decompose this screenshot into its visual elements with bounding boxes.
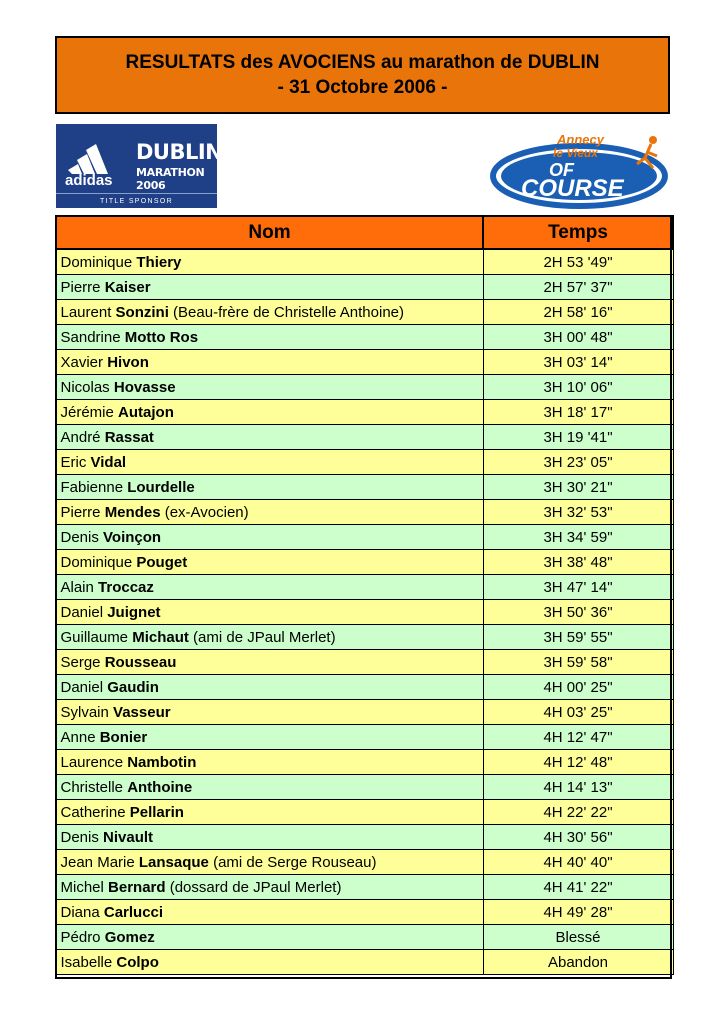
runner-name-cell: [56, 475, 483, 500]
runner-last-name: Thiery: [136, 253, 182, 271]
finish-time-cell: 3H 47' 14": [483, 575, 673, 600]
table-row: [56, 725, 673, 750]
runner-name-cell: [56, 325, 483, 350]
runner-first-name: Christelle: [60, 778, 128, 796]
runner-last-name: Nivault: [103, 828, 154, 846]
runner-name-cell: [56, 550, 483, 575]
finish-time-cell: 4H 12' 48": [483, 750, 673, 775]
finish-time-cell: 2H 57' 37": [483, 275, 673, 300]
finish-time-cell: 4H 00' 25": [483, 675, 673, 700]
runner-name-cell: [56, 575, 483, 600]
runner-last-name: Autajon: [118, 403, 174, 421]
table-row: [56, 800, 673, 825]
runner-last-name: Lansaque: [138, 853, 209, 871]
finish-time-cell: 2H 58' 16": [483, 300, 673, 325]
finish-time-cell: 3H 18' 17": [483, 400, 673, 425]
finish-time-cell: 3H 50' 36": [483, 600, 673, 625]
of-course-logo: [487, 124, 671, 212]
table-row: [56, 275, 673, 300]
table-row: [56, 375, 673, 400]
runner-note: (dossard de JPaul Merlet): [165, 878, 342, 896]
runner-name-cell: [56, 925, 483, 950]
table-row: [56, 875, 673, 900]
finish-time-cell: 3H 19 '41": [483, 425, 673, 450]
runner-name-cell: [56, 875, 483, 900]
runner-last-name: Michaut: [132, 628, 189, 646]
runner-last-name: Mendes: [104, 503, 161, 521]
runner-first-name: Jean Marie: [60, 853, 139, 871]
table-row: [56, 600, 673, 625]
table-row: [56, 750, 673, 775]
svg-text:OF: OF: [549, 160, 574, 180]
table-row: [56, 650, 673, 675]
column-header-time: Temps: [483, 216, 673, 249]
runner-last-name: Colpo: [116, 953, 159, 971]
finish-time-cell: 3H 03' 14": [483, 350, 673, 375]
runner-last-name: Gomez: [104, 928, 155, 946]
runner-first-name: Dominique: [60, 553, 137, 571]
finish-time-cell: 4H 41' 22": [483, 875, 673, 900]
runner-name-cell: [56, 400, 483, 425]
runner-first-name: Isabelle: [60, 953, 117, 971]
runner-last-name: Pouget: [136, 553, 188, 571]
runner-name-cell: [56, 700, 483, 725]
finish-time-cell: 3H 30' 21": [483, 475, 673, 500]
runner-note: (ami de JPaul Merlet): [188, 628, 336, 646]
runner-name-cell: [56, 775, 483, 800]
table-row: [56, 475, 673, 500]
page-title: RESULTATS des AVOCIENS au marathon de DUBLIN: [125, 52, 600, 73]
runner-name-cell: [56, 275, 483, 300]
runner-last-name: Vidal: [90, 453, 127, 471]
runner-first-name: Daniel: [60, 603, 108, 621]
finish-time-cell: 3H 10' 06": [483, 375, 673, 400]
runner-note: (Beau-frère de Christelle Anthoine): [168, 303, 404, 321]
finish-time-cell: 2H 53 '49": [483, 249, 673, 275]
runner-name-cell: [56, 950, 483, 975]
runner-name-cell: [56, 425, 483, 450]
table-row: [56, 900, 673, 925]
runner-first-name: Michel: [60, 878, 109, 896]
finish-time-cell: 4H 49' 28": [483, 900, 673, 925]
runner-name-cell: [56, 600, 483, 625]
runner-first-name: Fabienne: [60, 478, 128, 496]
page-subtitle-date: - 31 Octobre 2006 -: [277, 77, 448, 98]
runner-name-cell: [56, 675, 483, 700]
table-row: [56, 950, 673, 975]
runner-first-name: Dominique: [60, 253, 137, 271]
table-row: [56, 249, 673, 275]
page-title-box: [55, 36, 670, 114]
dublin-wordmark: DUBLIN: [136, 140, 223, 164]
finish-time-cell: 4H 40' 40": [483, 850, 673, 875]
table-row: [56, 850, 673, 875]
runner-last-name: Lourdelle: [127, 478, 195, 496]
svg-text:Annecy: Annecy: [557, 132, 604, 147]
runner-name-cell: [56, 300, 483, 325]
runner-first-name: André: [60, 428, 105, 446]
runner-first-name: Sylvain: [60, 703, 114, 721]
runner-name-cell: [56, 800, 483, 825]
table-row: [56, 500, 673, 525]
runner-first-name: Pédro: [60, 928, 105, 946]
runner-name-cell: [56, 625, 483, 650]
finish-time-cell: 3H 32' 53": [483, 500, 673, 525]
runner-first-name: Laurent: [60, 303, 116, 321]
finish-time-cell: Blessé: [483, 925, 673, 950]
runner-name-cell: [56, 825, 483, 850]
runner-first-name: Alain: [60, 578, 99, 596]
runner-first-name: Pierre: [60, 503, 105, 521]
runner-last-name: Gaudin: [107, 678, 159, 696]
finish-time-cell: Abandon: [483, 950, 673, 975]
runner-last-name: Carlucci: [103, 903, 164, 921]
table-row: [56, 575, 673, 600]
runner-last-name: Voinçon: [103, 528, 162, 546]
svg-text:COURSE: COURSE: [521, 175, 624, 202]
runner-name-cell: [56, 500, 483, 525]
finish-time-cell: 4H 14' 13": [483, 775, 673, 800]
runner-last-name: Troccaz: [98, 578, 154, 596]
finish-time-cell: 3H 38' 48": [483, 550, 673, 575]
runner-first-name: Xavier: [60, 353, 108, 371]
table-header-row: [56, 216, 673, 249]
table-row: [56, 700, 673, 725]
table-row: [56, 350, 673, 375]
runner-name-cell: [56, 650, 483, 675]
column-header-name: Nom: [56, 216, 483, 249]
results-table: [55, 215, 674, 975]
runner-last-name: Anthoine: [127, 778, 193, 796]
runner-first-name: Guillaume: [60, 628, 133, 646]
table-row: [56, 425, 673, 450]
runner-last-name: Hovasse: [113, 378, 176, 396]
runner-last-name: Bernard: [108, 878, 166, 896]
table-row: [56, 325, 673, 350]
title-sponsor-label: TITLE SPONSOR: [56, 193, 217, 208]
dublin-marathon-logo: [56, 124, 223, 208]
runner-name-cell: [56, 525, 483, 550]
finish-time-cell: 4H 30' 56": [483, 825, 673, 850]
table-row: [56, 450, 673, 475]
table-row: [56, 925, 673, 950]
table-row: [56, 300, 673, 325]
runner-first-name: Anne: [60, 728, 100, 746]
runner-first-name: Pierre: [60, 278, 105, 296]
table-row: [56, 400, 673, 425]
finish-time-cell: 4H 12' 47": [483, 725, 673, 750]
runner-name-cell: [56, 900, 483, 925]
svg-text:le Vieux: le Vieux: [553, 146, 598, 160]
table-row: [56, 525, 673, 550]
runner-name-cell: [56, 725, 483, 750]
table-row: [56, 550, 673, 575]
runner-first-name: Denis: [60, 528, 104, 546]
finish-time-cell: 3H 00' 48": [483, 325, 673, 350]
runner-first-name: Nicolas: [60, 378, 114, 396]
table-row: [56, 775, 673, 800]
runner-name-cell: [56, 350, 483, 375]
finish-time-cell: 4H 22' 22": [483, 800, 673, 825]
runner-last-name: Rassat: [104, 428, 154, 446]
finish-time-cell: 4H 03' 25": [483, 700, 673, 725]
runner-first-name: Denis: [60, 828, 104, 846]
runner-name-cell: [56, 850, 483, 875]
runner-first-name: Daniel: [60, 678, 108, 696]
runner-last-name: Hivon: [107, 353, 149, 371]
marathon-year-label: MARATHON 2006: [136, 166, 205, 192]
runner-first-name: Sandrine: [60, 328, 125, 346]
table-row: [56, 825, 673, 850]
runner-last-name: Juignet: [107, 603, 161, 621]
of-course-emblem-icon: [487, 124, 671, 212]
runner-first-name: Eric: [60, 453, 91, 471]
runner-first-name: Diana: [60, 903, 104, 921]
runner-first-name: Laurence: [60, 753, 128, 771]
runner-first-name: Serge: [60, 653, 105, 671]
runner-note: (ex-Avocien): [160, 503, 249, 521]
runner-note: (ami de Serge Rouseau): [208, 853, 377, 871]
runner-last-name: Nambotin: [127, 753, 197, 771]
runner-name-cell: [56, 450, 483, 475]
finish-time-cell: 3H 59' 55": [483, 625, 673, 650]
table-row: [56, 625, 673, 650]
table-row: [56, 675, 673, 700]
runner-last-name: Kaiser: [104, 278, 151, 296]
runner-last-name: Vasseur: [113, 703, 171, 721]
runner-last-name: Sonzini: [115, 303, 169, 321]
finish-time-cell: 3H 23' 05": [483, 450, 673, 475]
runner-last-name: Motto Ros: [124, 328, 199, 346]
finish-time-cell: 3H 59' 58": [483, 650, 673, 675]
runner-name-cell: [56, 375, 483, 400]
adidas-wordmark: adidas: [65, 172, 113, 189]
finish-time-cell: 3H 34' 59": [483, 525, 673, 550]
runner-last-name: Pellarin: [129, 803, 184, 821]
runner-last-name: Bonier: [99, 728, 148, 746]
runner-first-name: Catherine: [60, 803, 130, 821]
runner-name-cell: [56, 249, 483, 275]
runner-last-name: Rousseau: [104, 653, 177, 671]
adidas-stripes-icon: [68, 144, 118, 174]
runner-first-name: Jérémie: [60, 403, 119, 421]
runner-name-cell: [56, 750, 483, 775]
